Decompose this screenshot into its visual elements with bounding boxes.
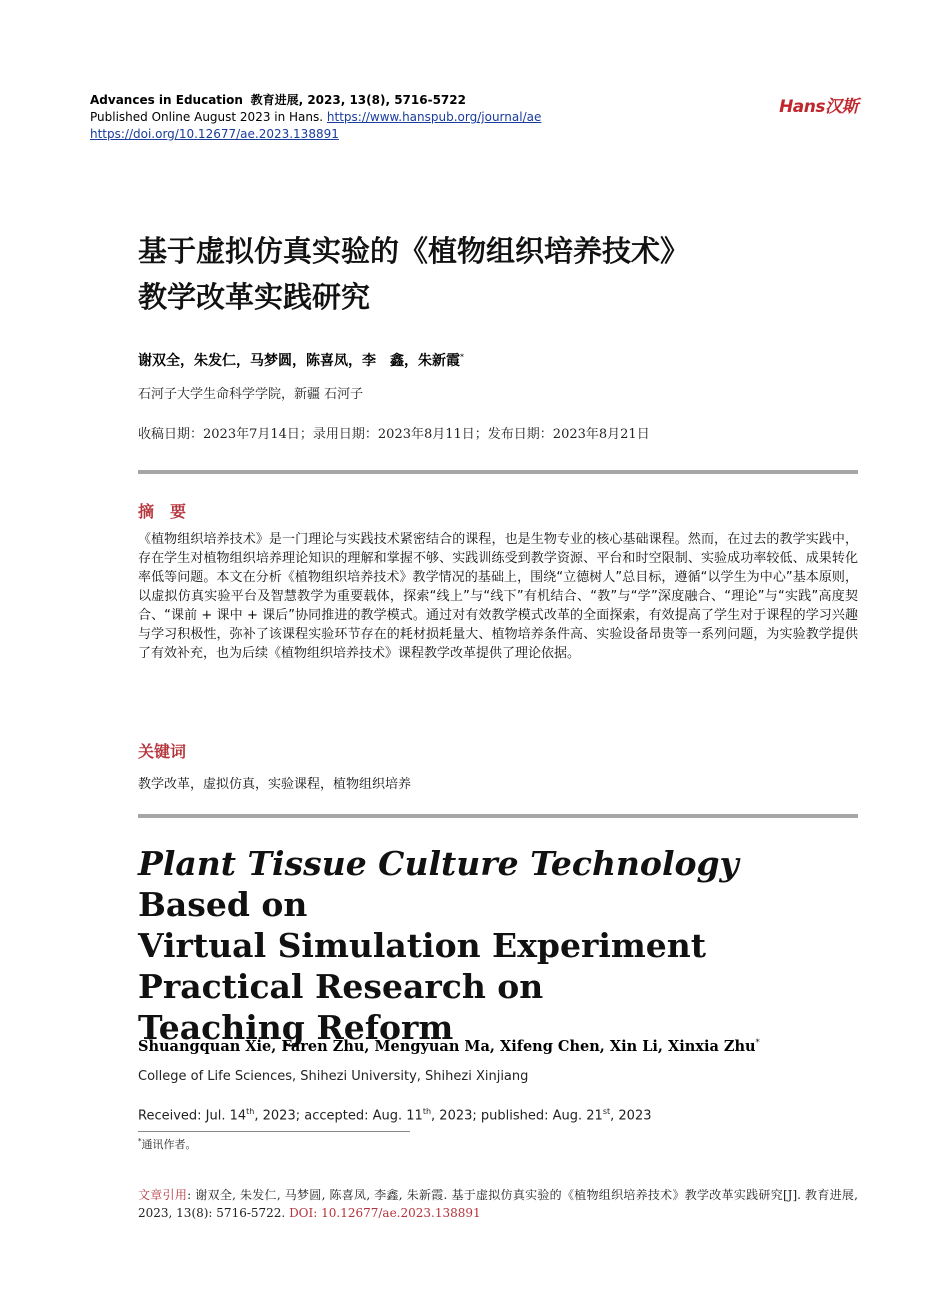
dates-cn: 收稿日期：2023年7月14日；录用日期：2023年8月11日；发布日期：2023年8月21日	[138, 427, 650, 442]
hans-logo: Hans汉斯	[779, 97, 858, 117]
title-en	[138, 843, 858, 1048]
affiliation-cn: 石河子大学生命科学学院，新疆 石河子	[138, 387, 364, 402]
divider-bottom	[138, 814, 858, 818]
received-sup: th	[246, 1107, 255, 1116]
accepted-sup: th	[422, 1107, 432, 1116]
title-en-line3: Practical Research on	[138, 967, 544, 1006]
received-date: Received: Jul. 14	[138, 1108, 247, 1124]
title-cn	[138, 228, 838, 320]
title-en-italic: Plant Tissue Culture Technology	[138, 844, 739, 883]
title-cn-line2: 教学改革实践研究	[138, 280, 371, 314]
footnote	[138, 1136, 197, 1152]
footnote-mark: *	[138, 1137, 142, 1146]
published-date: , 2023; published: Aug. 21	[431, 1108, 603, 1124]
corresponding-mark-en: *	[755, 1038, 760, 1048]
abstract-heading: 摘 要	[138, 502, 187, 521]
keywords-body: 教学改革，虚拟仿真，实验课程，植物组织培养	[138, 777, 412, 792]
footnote-divider	[138, 1131, 410, 1132]
title-en-line1	[138, 843, 858, 925]
affiliation-en: College of Life Sciences, Shihezi University, Shihezi Xinjiang	[138, 1069, 529, 1084]
title-en-line4: Teaching Reform	[138, 1008, 454, 1047]
keywords-heading: 关键词	[138, 742, 187, 761]
published-prefix: Published Online August 2023 in Hans.	[90, 110, 324, 124]
journal-name-en: Advances in Education	[90, 93, 243, 107]
journal-url-link[interactable]: https://www.hanspub.org/journal/ae	[326, 110, 542, 124]
citation-label: 文章引用	[138, 1188, 188, 1202]
title-en-line2: Virtual Simulation Experiment	[138, 926, 707, 965]
footnote-text: 通讯作者。	[141, 1138, 197, 1151]
title-cn-line1: 基于虚拟仿真实验的《植物组织培养技术》	[138, 234, 690, 268]
citation	[138, 1186, 858, 1222]
corresponding-mark-cn: *	[460, 352, 464, 362]
doi-line	[90, 126, 339, 143]
title-en-line1-rest: Based on	[138, 885, 308, 924]
doi-url-link[interactable]: https://doi.org/10.12677/ae.2023.138891	[90, 127, 339, 141]
citation-doi-link[interactable]: DOI: 10.12677/ae.2023.138891	[289, 1206, 481, 1220]
dates-en	[138, 1107, 652, 1123]
divider-top	[138, 470, 858, 474]
abstract-body: 《植物组织培养技术》是一门理论与实践技术紧密结合的课程，也是生物专业的核心基础课程。然而，在过去的教学实践中，存在学生对植物组织培养理论知识的理解和掌握不够、实践训练受到教学资源、平台和时空限制、实验成功率较低、成果转化率低等问题。本文在分析《植物组织培养技术》教学情况的基础上，围绕“立德树人”总目标，遵循“以学生为中心”基本原则，以虚拟仿真实验平台及智慧教学为重要载体，探索“线上”与“线下”有机结合、“教”与“学”深度融合、“理论”与“实践”高度契合、“课前 + 课中 + 课后”协同推进的教学模式。通过对有效教学模式改革的全面探索，有效提高了学生对于课程的学习兴趣与学习积极性，弥补了该课程实验环节存在的耗材损耗量大、植物培养条件高、实验设备昂贵等一系列问题，为实验教学提供了有效补充，也为后续《植物组织培养技术》课程教学改革提供了理论依据。	[138, 532, 858, 661]
published-line	[90, 109, 541, 126]
journal-info-cn: 教育进展, 2023, 13(8), 5716-5722	[250, 93, 466, 107]
authors-cn-names: 谢双全，朱发仁，马梦圆，陈喜凤，李 鑫，朱新霞	[138, 353, 460, 369]
authors-en	[138, 1038, 760, 1055]
authors-cn	[138, 350, 464, 370]
authors-en-names: Shuangquan Xie, Faren Zhu, Mengyuan Ma, Xifeng Chen, Xin Li, Xinxia Zhu	[138, 1038, 756, 1055]
citation-text: : 谢双全, 朱发仁, 马梦圆, 陈喜凤, 李鑫, 朱新霞. 基于虚拟仿真实验的《植物组织培养技术》教学改革实践研究[J]. 教育进展, 2023, 13(8): 5716-5722.	[138, 1188, 858, 1220]
journal-header	[90, 92, 466, 109]
published-sup: st	[602, 1107, 611, 1116]
accepted-date: , 2023; accepted: Aug. 11	[254, 1108, 423, 1124]
published-year: , 2023	[610, 1108, 652, 1124]
